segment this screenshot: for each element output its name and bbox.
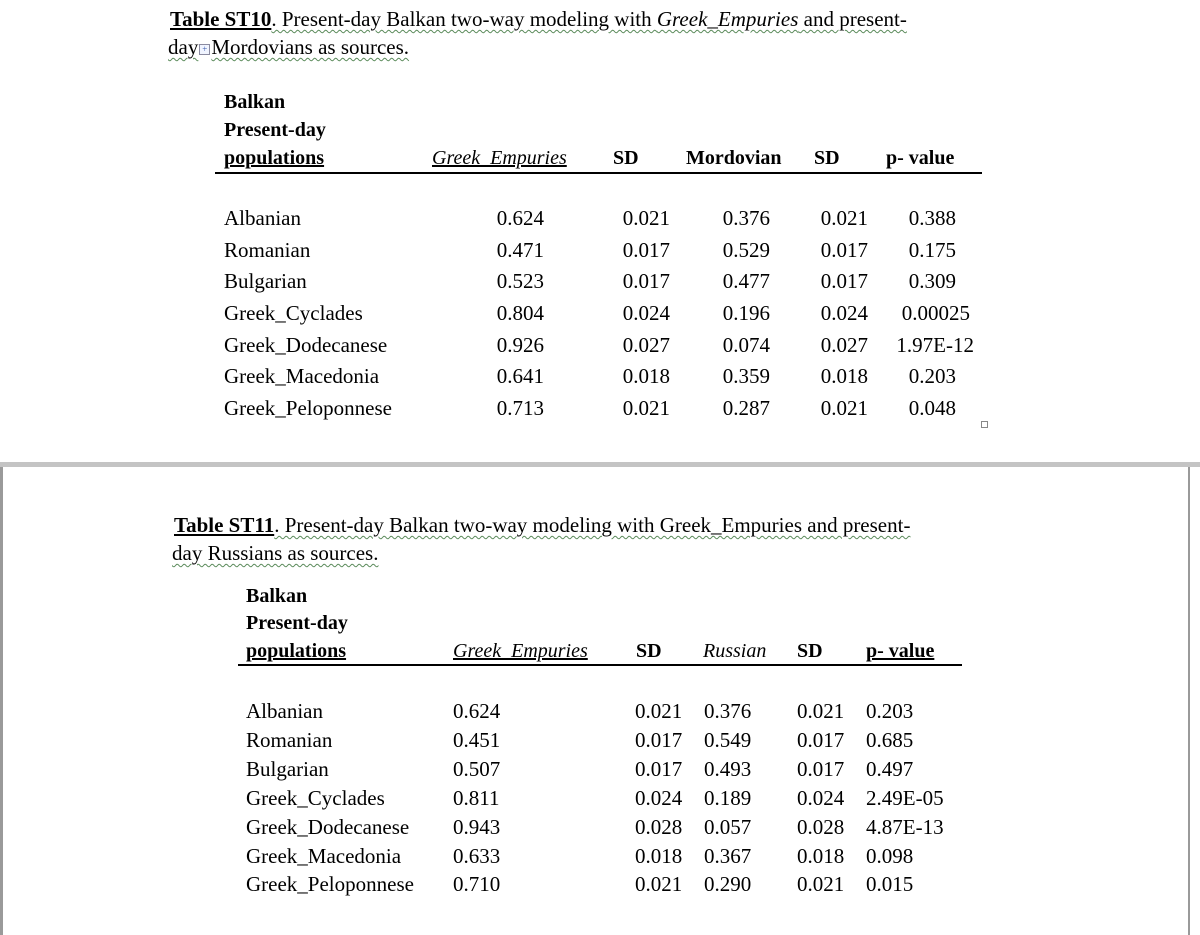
cell-source2: 0.529 — [722, 238, 770, 262]
cell-population: Greek_Peloponnese — [246, 872, 414, 896]
cell-sd2: 0.027 — [820, 333, 868, 357]
cell-source1: 0.710 — [453, 872, 501, 896]
cell-population: Bulgarian — [224, 269, 307, 293]
cell-source1: 0.451 — [453, 728, 501, 752]
cell-source2: 0.196 — [722, 301, 770, 325]
table-move-handle-icon[interactable]: + — [199, 44, 210, 55]
page-right-edge — [1188, 467, 1190, 935]
header-sd2: SD — [797, 640, 823, 662]
caption-source-name: Greek_Empuries — [656, 7, 799, 31]
cell-population: Romanian — [224, 238, 311, 262]
cell-sd2: 0.028 — [797, 815, 845, 839]
cell-sd2: 0.021 — [797, 699, 845, 723]
cell-pvalue: 0.685 — [866, 728, 914, 752]
cell-pvalue: 0.048 — [908, 396, 956, 420]
caption-text: day — [168, 35, 199, 59]
table-st10-caption-line2 — [168, 34, 409, 61]
cell-pvalue: 1.97E-12 — [896, 333, 974, 357]
cell-source1: 0.624 — [496, 206, 544, 230]
cell-population: Albanian — [224, 206, 301, 230]
header-pvalue: p- value — [866, 640, 935, 662]
cell-pvalue: 0.203 — [866, 699, 914, 723]
caption-text: . Present-day Balkan two-way modeling with — [271, 7, 657, 31]
cell-pvalue: 0.388 — [908, 206, 956, 230]
cell-pvalue: 0.098 — [866, 844, 914, 868]
cell-sd1: 0.027 — [622, 333, 670, 357]
caption-text: day Russians as sources. — [172, 541, 379, 565]
header-pvalue: p- value — [886, 147, 955, 169]
cell-population: Greek_Dodecanese — [224, 333, 388, 357]
cell-population: Greek_Dodecanese — [246, 815, 410, 839]
header-sd1: SD — [613, 147, 639, 169]
cell-sd2: 0.017 — [797, 757, 845, 781]
cell-source1: 0.471 — [496, 238, 544, 262]
caption-text: and present- — [798, 7, 907, 31]
cell-source2: 0.359 — [722, 364, 770, 388]
cell-source2: 0.057 — [704, 815, 752, 839]
cell-pvalue: 0.203 — [908, 364, 956, 388]
table-st10-label: Table ST10 — [170, 7, 272, 31]
table-st11-caption-line1 — [174, 512, 910, 539]
cell-population: Greek_Macedonia — [224, 364, 380, 388]
cell-sd2: 0.017 — [820, 269, 868, 293]
header-source1: Greek_Empuries — [432, 147, 567, 169]
cell-sd1: 0.017 — [635, 728, 683, 752]
table-resize-handle-icon[interactable] — [981, 421, 988, 428]
cell-source1: 0.713 — [496, 396, 544, 420]
cell-source1: 0.804 — [496, 301, 544, 325]
cell-sd2: 0.017 — [820, 238, 868, 262]
header-pop-line2: Present-day — [224, 119, 326, 141]
cell-sd2: 0.018 — [797, 844, 845, 868]
cell-pvalue: 0.175 — [908, 238, 956, 262]
header-source1: Greek_Empuries — [453, 640, 588, 662]
cell-source2: 0.189 — [704, 786, 752, 810]
cell-population: Greek_Macedonia — [246, 844, 402, 868]
caption-text: Mordovians as sources. — [211, 35, 410, 59]
cell-source2: 0.290 — [704, 872, 752, 896]
cell-sd1: 0.017 — [622, 269, 670, 293]
cell-pvalue: 0.00025 — [901, 301, 970, 325]
header-sd1: SD — [636, 640, 662, 662]
cell-sd2: 0.018 — [820, 364, 868, 388]
cell-population: Albanian — [246, 699, 323, 723]
cell-source1: 0.633 — [453, 844, 501, 868]
header-rule — [215, 172, 982, 174]
cell-source1: 0.811 — [453, 786, 500, 810]
header-pop-line1: Balkan — [224, 91, 286, 113]
header-source2: Russian — [703, 640, 767, 662]
cell-source2: 0.493 — [704, 757, 752, 781]
cell-population: Bulgarian — [246, 757, 329, 781]
header-pop-line2: Present-day — [246, 612, 348, 634]
cell-sd1: 0.028 — [635, 815, 683, 839]
cell-sd2: 0.021 — [797, 872, 845, 896]
cell-sd2: 0.024 — [820, 301, 868, 325]
cell-sd1: 0.024 — [622, 301, 670, 325]
cell-source1: 0.624 — [453, 699, 501, 723]
cell-source2: 0.376 — [722, 206, 770, 230]
header-pop-line3: populations — [224, 147, 325, 169]
cell-sd1: 0.018 — [622, 364, 670, 388]
header-sd2: SD — [814, 147, 840, 169]
cell-source2: 0.549 — [704, 728, 752, 752]
cell-pvalue: 4.87E-13 — [866, 815, 944, 839]
cell-sd2: 0.017 — [797, 728, 845, 752]
header-pop-line3: populations — [246, 640, 347, 662]
page-left-edge — [0, 467, 3, 935]
cell-source2: 0.477 — [722, 269, 770, 293]
cell-pvalue: 0.309 — [908, 269, 956, 293]
cell-sd1: 0.021 — [635, 699, 683, 723]
caption-text: . Present-day Balkan two-way modeling with Greek_Empuries and present- — [274, 513, 911, 537]
cell-sd1: 0.021 — [635, 872, 683, 896]
cell-sd1: 0.021 — [622, 206, 670, 230]
cell-source2: 0.367 — [704, 844, 752, 868]
cell-source1: 0.523 — [496, 269, 544, 293]
header-source2: Mordovian — [686, 147, 782, 169]
cell-source1: 0.926 — [496, 333, 544, 357]
cell-source2: 0.287 — [722, 396, 770, 420]
cell-source2: 0.376 — [704, 699, 752, 723]
cell-population: Greek_Cyclades — [246, 786, 385, 810]
cell-sd2: 0.021 — [820, 206, 868, 230]
cell-pvalue: 0.497 — [866, 757, 914, 781]
cell-source1: 0.943 — [453, 815, 501, 839]
header-rule — [238, 664, 962, 666]
cell-population: Greek_Peloponnese — [224, 396, 392, 420]
cell-pvalue: 0.015 — [866, 872, 914, 896]
cell-population: Greek_Cyclades — [224, 301, 363, 325]
cell-sd1: 0.017 — [622, 238, 670, 262]
cell-population: Romanian — [246, 728, 333, 752]
cell-source1: 0.507 — [453, 757, 501, 781]
cell-source1: 0.641 — [496, 364, 544, 388]
table-st11-label: Table ST11 — [174, 513, 275, 537]
cell-sd2: 0.024 — [797, 786, 845, 810]
page-break-gap — [0, 462, 1200, 467]
header-pop-line1: Balkan — [246, 585, 308, 607]
cell-sd2: 0.021 — [820, 396, 868, 420]
table-st11-caption-line2 — [172, 540, 378, 567]
page-upper — [0, 0, 1200, 462]
cell-source2: 0.074 — [722, 333, 770, 357]
table-st10-caption-line1 — [170, 6, 907, 33]
cell-sd1: 0.018 — [635, 844, 683, 868]
cell-sd1: 0.024 — [635, 786, 683, 810]
cell-pvalue: 2.49E-05 — [866, 786, 944, 810]
cell-sd1: 0.021 — [622, 396, 670, 420]
cell-sd1: 0.017 — [635, 757, 683, 781]
